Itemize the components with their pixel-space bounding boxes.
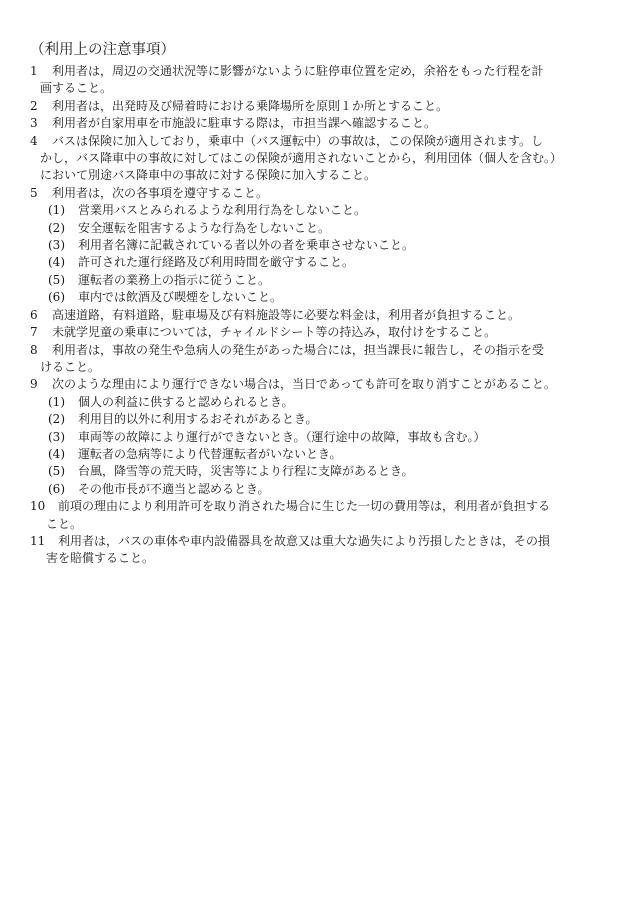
sub-item bbox=[0, 394, 630, 411]
sub-item bbox=[0, 446, 630, 463]
sub-item bbox=[0, 220, 630, 237]
sub-item-number: (4) bbox=[48, 255, 65, 270]
sub-item bbox=[0, 463, 630, 480]
item-text: けること。 bbox=[40, 359, 101, 374]
sub-item bbox=[0, 429, 630, 446]
notice-item bbox=[0, 498, 630, 515]
sub-item-text: 運転者の急病等により代替運転者がいないとき。 bbox=[78, 446, 342, 461]
sub-item-text: 台風，降雪等の荒天時，災害等により行程に支障があるとき。 bbox=[78, 464, 414, 479]
notice-item bbox=[0, 533, 630, 550]
sub-item-number: (6) bbox=[48, 290, 65, 305]
item-number: 9 bbox=[30, 377, 38, 392]
notice-item-continuation bbox=[0, 550, 630, 567]
item-number: 1 bbox=[30, 64, 38, 78]
sub-item-text: 車両等の故障により運行ができないとき。（運行途中の故障，事故も含む。） bbox=[78, 429, 486, 444]
item-text: 利用者は，周辺の交通状況等に影響がないように駐停車位置を定め，余裕をもった行程を計 bbox=[52, 64, 544, 78]
sub-item-number: (5) bbox=[48, 272, 65, 287]
notice-item bbox=[0, 98, 630, 115]
sub-item-text: 利用目的以外に利用するおそれがあるとき。 bbox=[78, 412, 318, 427]
notice-item bbox=[0, 63, 630, 80]
sub-item bbox=[0, 411, 630, 428]
notice-item bbox=[0, 342, 630, 359]
notice-item bbox=[0, 115, 630, 132]
sub-item-number: (5) bbox=[48, 464, 65, 479]
item-text: 利用者は，出発時及び帰着時における乗降場所を原則１か所とすること。 bbox=[52, 98, 449, 113]
item-number: 6 bbox=[30, 307, 38, 322]
sub-item-text: 個人の利益に供すると認められるとき。 bbox=[78, 394, 294, 409]
sub-item-number: (6) bbox=[48, 481, 65, 496]
sub-item-text: 車内では飲酒及び喫煙をしないこと。 bbox=[78, 290, 283, 305]
sub-item-text: 営業用バスとみられるような利用行為をしないこと。 bbox=[78, 203, 367, 218]
item-text: 次のような理由により運行できない場合は，当日であっても許可を取り消すことがあること。 bbox=[52, 377, 556, 392]
sub-item-number: (4) bbox=[48, 446, 65, 461]
item-number: 5 bbox=[30, 185, 38, 200]
notice-item-continuation bbox=[0, 80, 630, 97]
sub-item bbox=[0, 272, 630, 289]
item-text: こと。 bbox=[46, 516, 83, 531]
item-number: 10 bbox=[30, 499, 46, 514]
item-text: において別途バス降車中の事故に対する保険に加入すること。 bbox=[40, 168, 377, 183]
sub-item-number: (1) bbox=[48, 203, 65, 218]
notice-item bbox=[0, 133, 630, 150]
item-text: 前項の理由により利用許可を取り消された場合に生じた一切の費用等は，利用者が負担する bbox=[58, 499, 551, 514]
sub-item-number: (2) bbox=[48, 220, 65, 235]
item-number: 3 bbox=[30, 116, 38, 131]
sub-item-number: (3) bbox=[48, 429, 65, 444]
sub-item-number: (3) bbox=[48, 238, 65, 253]
item-text: 利用者は，事故の発生や急病人の発生があった場合には，担当課長に報告し，その指示を受 bbox=[52, 342, 544, 357]
sub-item bbox=[0, 202, 630, 219]
item-number: 2 bbox=[30, 98, 38, 113]
sub-item-text: その他市長が不適当と認めるとき。 bbox=[78, 481, 270, 496]
item-text: 害を賠償すること。 bbox=[46, 551, 155, 566]
sub-item bbox=[0, 481, 630, 498]
sub-item-text: 安全運転を阻害するような行為をしないこと。 bbox=[78, 220, 331, 235]
item-text: かし，バス降車中の事故に対してはこの保険が適用されないことから，利用団体（個人を含む。） bbox=[40, 151, 563, 166]
item-text: 利用者は，次の各事項を遵守すること。 bbox=[52, 185, 269, 200]
sub-item bbox=[0, 289, 630, 306]
notice-item-continuation bbox=[0, 516, 630, 533]
item-number: 4 bbox=[30, 133, 38, 148]
sub-item bbox=[0, 254, 630, 271]
sub-item-number: (2) bbox=[48, 412, 65, 427]
sub-item bbox=[0, 237, 630, 254]
sub-item-text: 運転者の業務上の指示に従うこと。 bbox=[78, 272, 271, 287]
item-text: 未就学児童の乗車については，チャイルドシート等の持込み，取付けをすること。 bbox=[52, 325, 497, 340]
notice-item bbox=[0, 324, 630, 341]
item-text: 高速道路，有料道路，駐車場及び有料施設等に必要な料金は，利用者が負担すること。 bbox=[52, 307, 521, 322]
document-title: （利用上の注意事項） bbox=[30, 42, 175, 58]
item-number: 8 bbox=[30, 342, 38, 357]
item-text: 利用者が自家用車を市施設に駐車する際は，市担当課へ確認すること。 bbox=[52, 116, 437, 131]
notice-item-continuation bbox=[0, 167, 630, 184]
sub-item-number: (1) bbox=[48, 394, 65, 409]
item-text: バスは保険に加入しており，乗車中（バス運転中）の事故は，この保険が適用されます。し bbox=[52, 133, 544, 148]
notice-item bbox=[0, 376, 630, 393]
notice-item-continuation bbox=[0, 150, 630, 167]
notice-list bbox=[0, 63, 630, 568]
notice-item bbox=[0, 307, 630, 324]
sub-item-text: 許可された運行経路及び利用時間を厳守すること。 bbox=[78, 255, 355, 270]
item-number: 11 bbox=[30, 533, 46, 548]
item-number: 7 bbox=[30, 325, 38, 340]
notice-document bbox=[0, 40, 630, 568]
item-text: 利用者は，バスの車体や車内設備器具を故意又は重大な過失により汚損したときは，その損 bbox=[58, 533, 551, 548]
notice-item-continuation bbox=[0, 359, 630, 376]
notice-item bbox=[0, 185, 630, 202]
sub-item-text: 利用者名簿に記載されている者以外の者を乗車させないこと。 bbox=[78, 238, 415, 253]
item-text: 画すること。 bbox=[40, 81, 113, 96]
